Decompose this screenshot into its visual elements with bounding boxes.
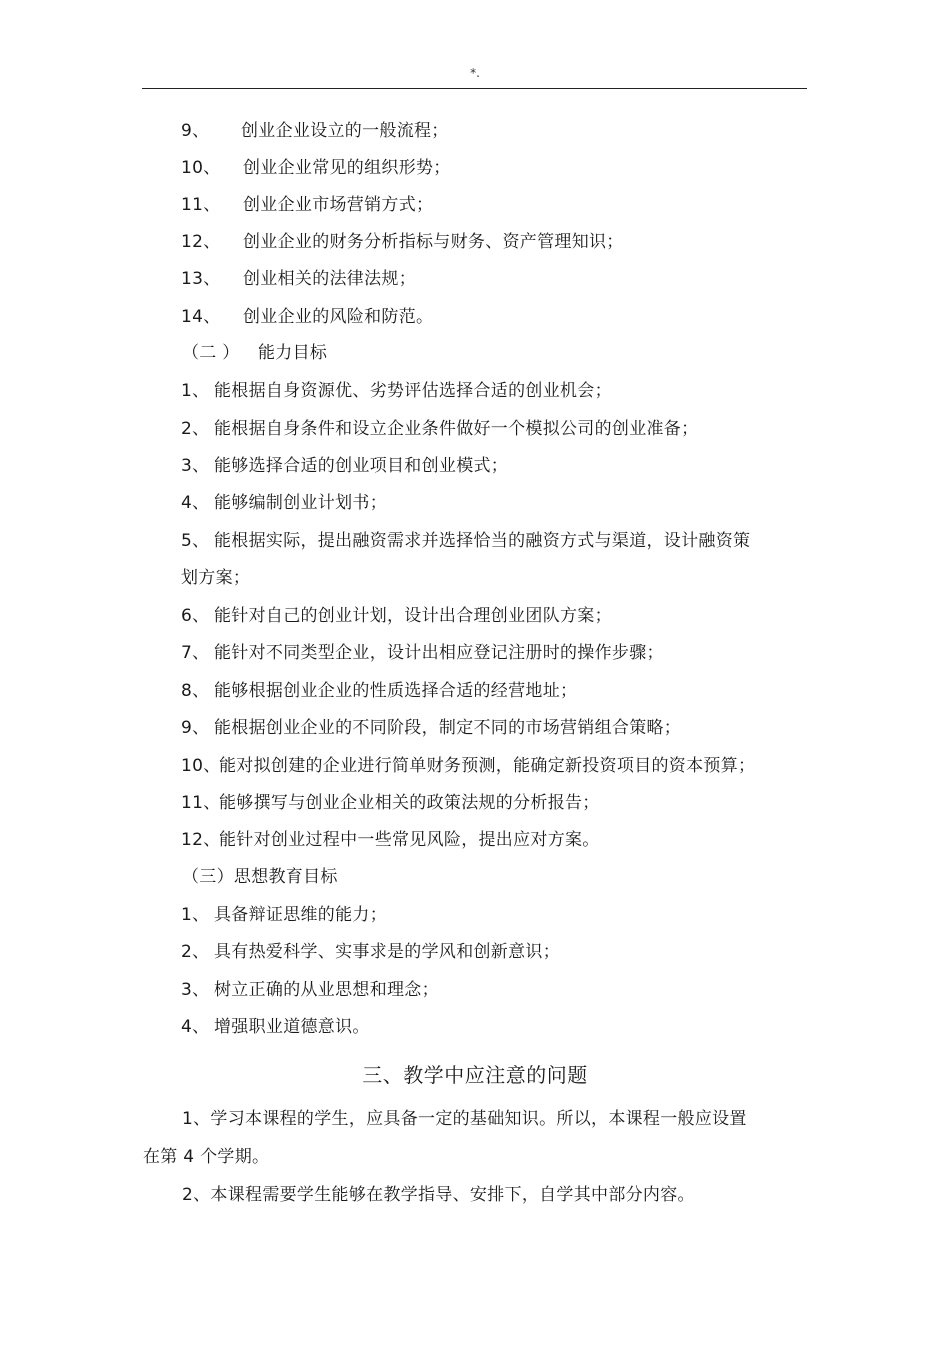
header-rule — [142, 88, 807, 89]
header-mark: *. — [470, 66, 480, 80]
item-text: 创业企业的风险和防范。 — [243, 307, 434, 327]
item-number: 8、 — [181, 681, 210, 701]
item-text: 创业企业常见的组织形势； — [243, 158, 451, 178]
ability-item-11 — [181, 792, 600, 814]
item-number: 11、 — [181, 793, 221, 813]
item-text: 创业相关的法律法规； — [243, 269, 416, 289]
item-text: 能够选择合适的创业项目和创业模式； — [214, 456, 509, 476]
ability-item-1 — [181, 380, 612, 402]
item-text: 具有热爱科学、实事求是的学风和创新意识； — [214, 942, 560, 962]
item-number: 12、 — [181, 830, 221, 850]
item-text: 能针对自己的创业计划，设计出合理创业团队方案； — [214, 606, 612, 626]
ability-item-6 — [181, 605, 612, 627]
item-number: 1、 — [181, 381, 210, 401]
item-number: 4、 — [181, 493, 210, 513]
item-number: 14、 — [181, 307, 221, 327]
item-number: 10、 — [181, 756, 221, 776]
ideology-item-4 — [181, 1016, 370, 1038]
knowledge-item-11 — [181, 194, 433, 216]
item-number: 9、 — [181, 121, 210, 141]
item-text: 创业企业设立的一般流程； — [241, 121, 449, 141]
item-number: 6、 — [181, 606, 210, 626]
item-number: 5、 — [181, 531, 210, 551]
item-text: 创业企业市场营销方式； — [243, 195, 434, 215]
heading-text: 能力目标 — [258, 343, 328, 363]
ability-item-2 — [181, 418, 698, 440]
item-text: 创业企业的财务分析指标与财务、资产管理知识； — [243, 232, 624, 252]
item-text: 能根据自身条件和设立企业条件做好一个模拟公司的创业准备； — [214, 419, 699, 439]
item-text: 具备辩证思维的能力； — [214, 905, 387, 925]
ability-item-5-continuation — [181, 567, 250, 589]
section-title: 三、教学中应注意的问题 — [362, 1063, 588, 1087]
ideology-item-3 — [181, 979, 439, 1001]
item-number: 3、 — [181, 980, 210, 1000]
knowledge-item-12 — [181, 231, 624, 253]
item-number: 9、 — [181, 718, 210, 738]
item-text: 能针对创业过程中一些常见风险，提出应对方案。 — [219, 830, 600, 850]
item-number: 1、 — [181, 905, 210, 925]
item-text: 能根据自身资源优、劣势评估选择合适的创业机会； — [214, 381, 612, 401]
ability-item-9 — [181, 717, 681, 739]
knowledge-item-14 — [181, 306, 433, 328]
ideology-item-2 — [181, 941, 560, 963]
item-number: 3、 — [181, 456, 210, 476]
item-text: 能够编制创业计划书； — [214, 493, 387, 513]
knowledge-item-10 — [181, 157, 451, 179]
item-number: 2、 — [181, 419, 210, 439]
ability-item-12 — [181, 829, 600, 851]
item-text-continuation: 划方案； — [181, 568, 251, 588]
knowledge-item-9 — [181, 120, 449, 142]
paragraph-2: 2、本课程需要学生能够在教学指导、安排下，自学其中部分内容。 — [182, 1185, 695, 1205]
ability-item-5 — [181, 530, 750, 552]
item-number: 11、 — [181, 195, 221, 215]
knowledge-item-13 — [181, 268, 416, 290]
item-number: 2、 — [181, 942, 210, 962]
item-text: 能根据实际，提出融资需求并选择恰当的融资方式与渠道，设计融资策 — [214, 531, 751, 551]
ability-item-3 — [181, 455, 508, 477]
item-text: 能针对不同类型企业，设计出相应登记注册时的操作步骤； — [214, 643, 664, 663]
ability-item-4 — [181, 492, 387, 514]
ability-heading — [182, 342, 327, 364]
item-text: 能够撰写与创业企业相关的政策法规的分析报告； — [219, 793, 600, 813]
item-text: 能根据创业企业的不同阶段，制定不同的市场营销组合策略； — [214, 718, 682, 738]
item-number: 13、 — [181, 269, 221, 289]
item-text: 能对拟创建的企业进行简单财务预测，能确定新投资项目的资本预算； — [219, 756, 756, 776]
paragraph-1-line-2: 在第 4 个学期。 — [143, 1147, 270, 1167]
ability-item-10 — [181, 755, 755, 777]
item-number: 10、 — [181, 158, 221, 178]
ideology-heading — [182, 866, 338, 888]
item-text: 能够根据创业企业的性质选择合适的经营地址； — [214, 681, 578, 701]
item-number: 12、 — [181, 232, 221, 252]
item-text: 增强职业道德意识。 — [214, 1017, 370, 1037]
item-text: 树立正确的从业思想和理念； — [214, 980, 439, 1000]
heading-text: （三）思想教育目标 — [182, 867, 338, 887]
heading-number: （二 ） — [182, 343, 240, 363]
ideology-item-1 — [181, 904, 387, 926]
ability-item-8 — [181, 680, 577, 702]
ability-item-7 — [181, 642, 664, 664]
item-number: 7、 — [181, 643, 210, 663]
paragraph-1-line-1: 1、学习本课程的学生，应具备一定的基础知识。所以，本课程一般应设置 — [182, 1109, 747, 1129]
item-number: 4、 — [181, 1017, 210, 1037]
